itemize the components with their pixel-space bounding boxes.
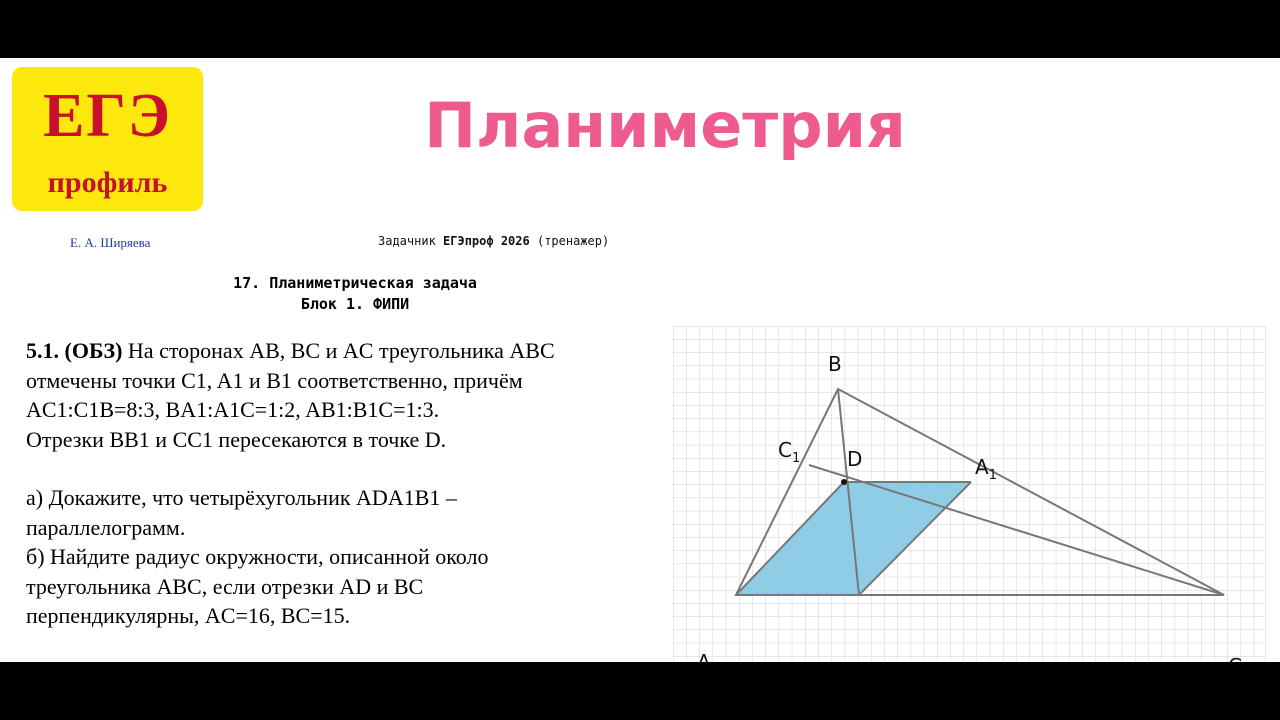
label-A1: $A_1$ (975, 455, 997, 483)
problem-number: 5.1. (ОБЗ) (26, 338, 123, 363)
bottom-letterbox (0, 662, 1280, 720)
page-title: Планиметрия (424, 89, 906, 162)
author: Е. А. Ширяева (70, 235, 151, 250)
problem-line-3: AC1:C1B=8:3, BA1:A1C=1:2, AB1:B1C=1:3. (26, 397, 440, 422)
point-D (841, 479, 847, 485)
problem-line (26, 336, 676, 366)
badge-subtitle: профиль (47, 166, 168, 199)
part-b-line-2: треугольника ABC, если отрезки AD и BC (26, 573, 424, 599)
ege-badge (12, 67, 203, 211)
grid-paper (673, 326, 1266, 716)
geometry-figure (673, 326, 1266, 716)
slide (0, 58, 1280, 662)
book-prefix: Задачник (378, 234, 436, 248)
book-title (378, 234, 609, 248)
part-b-line-3: перпендикулярны, AC=16, BC=15. (26, 603, 351, 628)
top-letterbox (0, 0, 1280, 58)
badge-title: ЕГЭ (43, 82, 172, 150)
label-D: D (847, 447, 863, 471)
problem-text (26, 336, 676, 631)
book-name: ЕГЭпроф 2026 (443, 234, 530, 248)
problem-line-1: На сторонах AB, BC и AC треугольника ABC (127, 338, 555, 363)
part-a-line-1: а) Докажите, что четырёхугольник ADA1B1 – (26, 485, 457, 510)
label-B: B (828, 352, 842, 376)
problem-line-2: отмечены точки C1, A1 и B1 соответственно, причём (26, 367, 523, 393)
book-suffix: (тренажер) (536, 234, 610, 248)
part-a-line-2: параллелограмм. (26, 514, 186, 540)
section-heading (100, 273, 610, 315)
part-b-line-1: б) Найдите радиус окружности, описанной около (26, 544, 489, 569)
section-subtitle: Блок 1. ФИПИ (300, 295, 410, 313)
section-title: 17. Планиметрическая задача (233, 274, 477, 292)
problem-line-4: Отрезки BB1 и CC1 пересекаются в точке D. (26, 426, 447, 452)
label-C1: $C_1$ (778, 438, 801, 466)
